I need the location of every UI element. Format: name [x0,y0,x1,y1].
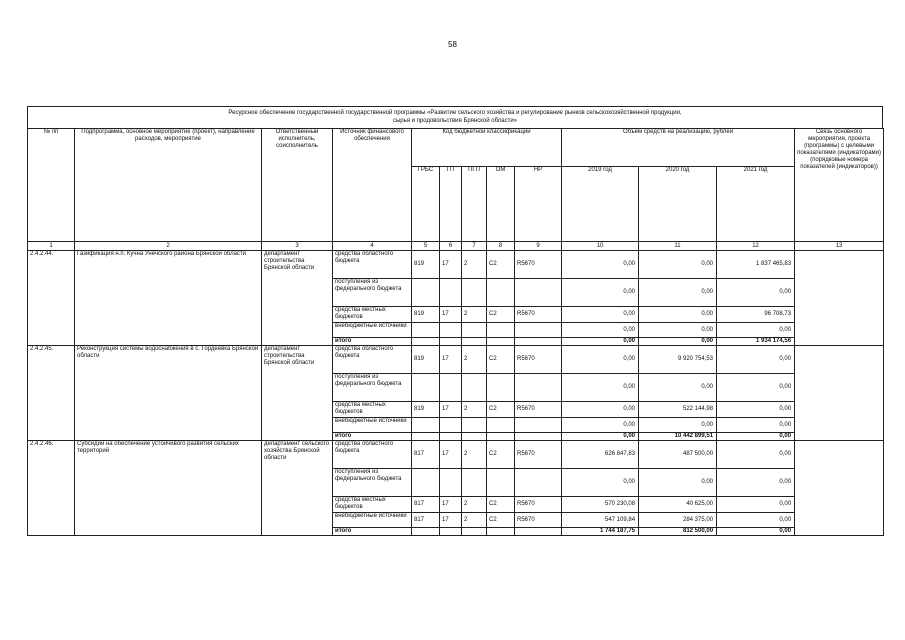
code-pgp [462,323,487,338]
code-grbs [412,469,440,497]
column-number: 12 [717,242,795,251]
code-nr [515,528,562,536]
code-pgp: 2 [462,497,487,513]
header-indicators: Связь основного мероприятия, проекта (программы) с целевыми показателями (индикаторами) (порядковые номера показателей (индикаторов)) [795,129,884,242]
caption-line-2: сырья и продовольствия Брянской области» [392,118,518,124]
item-name: Субсидии на обеспечение устойчивого развития сельских территорий [75,441,262,536]
header-activity: Подпрограмма, основное мероприятие (проект), направление расходов, мероприятие [75,129,262,242]
indicator-link [795,346,884,441]
value-2020: 10 442 899,51 [639,433,717,441]
code-om: С2 [487,402,515,418]
code-grbs: 819 [412,346,440,374]
code-nr [515,323,562,338]
page-number: 58 [448,40,457,49]
funding-source: средства областного бюджета [333,441,412,469]
value-2019: 0,00 [562,307,639,323]
value-2021: 0,00 [717,528,795,536]
header-2019: 2019 год [562,167,639,242]
value-2020: 9 920 754,53 [639,346,717,374]
code-om: С2 [487,513,515,528]
code-grbs: 817 [412,513,440,528]
header-2020: 2020 год [639,167,717,242]
code-gp [440,323,462,338]
code-gp: 17 [440,251,462,279]
code-om: С2 [487,497,515,513]
code-om: С2 [487,441,515,469]
code-nr [515,279,562,307]
code-pgp [462,279,487,307]
value-2020: 0,00 [639,323,717,338]
code-om: С2 [487,251,515,279]
code-om [487,418,515,433]
code-nr: R5670 [515,307,562,323]
code-om [487,279,515,307]
value-2021: 0,00 [717,374,795,402]
value-2019: 0,00 [562,251,639,279]
value-2021: 1 934 174,56 [717,338,795,346]
column-number: 6 [440,242,462,251]
table-row [28,441,884,469]
value-2020: 0,00 [639,418,717,433]
code-grbs [412,528,440,536]
indicator-link [795,251,884,346]
code-gp: 17 [440,402,462,418]
column-number: 1 [28,242,75,251]
header-nr: НР [515,167,562,242]
header-grbs: ГРБС [412,167,440,242]
value-2020: 40 625,00 [639,497,717,513]
value-2020: 0,00 [639,469,717,497]
code-grbs [412,279,440,307]
header-source: Источник финансового обеспечения [333,129,412,242]
header-2021: 2021 год [717,167,795,242]
code-nr: R5670 [515,402,562,418]
value-2020: 812 500,00 [639,528,717,536]
item-number: 2.4.2.45. [28,346,75,441]
value-2019: 0,00 [562,279,639,307]
value-2019: 0,00 [562,346,639,374]
code-gp: 17 [440,513,462,528]
value-2020: 0,00 [639,338,717,346]
code-grbs: 819 [412,251,440,279]
item-name: Реконструкция системы водоснабжения в с. Гордеевка Брянской области [75,346,262,441]
item-name: Газификация н.п. Кучна Унечского района Брянской области [75,251,262,346]
code-gp: 17 [440,497,462,513]
column-number: 3 [262,242,333,251]
code-nr [515,469,562,497]
column-number: 4 [333,242,412,251]
value-2021: 0,00 [717,402,795,418]
value-2021: 0,00 [717,323,795,338]
value-2020: 284 375,00 [639,513,717,528]
code-gp [440,338,462,346]
value-2020: 0,00 [639,307,717,323]
code-nr: R5670 [515,513,562,528]
code-gp [440,418,462,433]
table-row [28,251,884,279]
funding-source: средства местных бюджетов [333,307,412,323]
code-nr: R5670 [515,346,562,374]
code-grbs: 817 [412,497,440,513]
code-nr: R5670 [515,441,562,469]
item-executor: департамент строительства Брянской области [262,346,333,441]
value-2019: 570 230,08 [562,497,639,513]
code-gp [440,374,462,402]
code-om [487,323,515,338]
value-2021: 0,00 [717,433,795,441]
code-gp: 17 [440,307,462,323]
code-pgp [462,469,487,497]
value-2019: 1 744 187,75 [562,528,639,536]
code-grbs: 817 [412,441,440,469]
item-executor: департамент сельского хозяйства Брянской области [262,441,333,536]
column-number: 11 [639,242,717,251]
funding-source: средства местных бюджетов [333,497,412,513]
code-pgp: 2 [462,251,487,279]
column-number: 10 [562,242,639,251]
code-pgp: 2 [462,402,487,418]
funding-source: средства местных бюджетов [333,402,412,418]
column-number: 13 [795,242,884,251]
funding-source: внебюджетные источники [333,323,412,338]
column-number: 8 [487,242,515,251]
value-2019: 0,00 [562,433,639,441]
funding-source: средства областного бюджета [333,251,412,279]
table-caption [27,106,883,128]
code-pgp [462,528,487,536]
code-nr: R5670 [515,497,562,513]
resource-table [27,128,884,536]
value-2021: 0,00 [717,441,795,469]
column-number: 2 [75,242,262,251]
code-nr [515,433,562,441]
value-2021: 96 708,73 [717,307,795,323]
code-pgp: 2 [462,346,487,374]
value-2020: 522 144,98 [639,402,717,418]
funding-source: внебюджетные источники [333,418,412,433]
code-pgp [462,418,487,433]
value-2021: 0,00 [717,418,795,433]
code-om: С2 [487,307,515,323]
funding-source: поступления из федерального бюджета [333,279,412,307]
value-2019: 626 847,83 [562,441,639,469]
table-row [28,346,884,374]
value-2019: 0,00 [562,338,639,346]
value-2019: 0,00 [562,402,639,418]
code-grbs: 819 [412,402,440,418]
code-pgp [462,433,487,441]
code-gp [440,433,462,441]
value-2021: 1 837 465,83 [717,251,795,279]
code-nr [515,418,562,433]
value-2019: 0,00 [562,323,639,338]
header-budget-code: Код бюджетной классификации [412,129,562,167]
value-2019: 547 109,84 [562,513,639,528]
caption-line-1: Ресурсное обеспечение государственной государственной программы «Развитие сельского хозяйства и регулирование рынков сельскохозяйственной продукции, [228,110,682,116]
funding-source: поступления из федерального бюджета [333,374,412,402]
value-2021: 0,00 [717,513,795,528]
column-number: 9 [515,242,562,251]
value-2020: 0,00 [639,374,717,402]
value-2021: 0,00 [717,279,795,307]
code-nr [515,338,562,346]
header-number: № пп [28,129,75,242]
code-grbs [412,433,440,441]
code-gp [440,528,462,536]
value-2019: 0,00 [562,418,639,433]
code-om [487,528,515,536]
code-gp [440,279,462,307]
item-number: 2.4.2.46. [28,441,75,536]
code-om [487,374,515,402]
value-2019: 0,00 [562,469,639,497]
code-grbs [412,418,440,433]
value-2021: 0,00 [717,497,795,513]
code-pgp: 2 [462,513,487,528]
code-pgp [462,338,487,346]
funding-source: итого [333,528,412,536]
header-volume: Объём средств на реализацию, рублей [562,129,795,167]
column-number: 5 [412,242,440,251]
item-executor: департамент строительства Брянской области [262,251,333,346]
code-pgp: 2 [462,441,487,469]
value-2019: 0,00 [562,374,639,402]
value-2021: 0,00 [717,346,795,374]
code-om [487,433,515,441]
funding-source: итого [333,338,412,346]
code-nr [515,374,562,402]
value-2021: 0,00 [717,469,795,497]
header-om: ОМ [487,167,515,242]
value-2020: 0,00 [639,251,717,279]
indicator-link [795,441,884,536]
column-number: 7 [462,242,487,251]
code-om [487,469,515,497]
item-number: 2.4.2.44. [28,251,75,346]
value-2020: 487 500,00 [639,441,717,469]
code-gp: 17 [440,346,462,374]
code-pgp [462,374,487,402]
header-pgp: ПГП [462,167,487,242]
code-om: С2 [487,346,515,374]
code-grbs [412,323,440,338]
header-gp: ГП [440,167,462,242]
code-grbs [412,374,440,402]
code-gp: 17 [440,441,462,469]
header-executor: Ответственный исполнитель, соисполнитель [262,129,333,242]
funding-source: внебюджетные источники [333,513,412,528]
code-grbs [412,338,440,346]
funding-source: поступления из федерального бюджета [333,469,412,497]
funding-source: средства областного бюджета [333,346,412,374]
code-pgp: 2 [462,307,487,323]
code-om [487,338,515,346]
column-number-row [28,242,884,251]
code-nr: R5670 [515,251,562,279]
code-grbs: 819 [412,307,440,323]
code-gp [440,469,462,497]
funding-source: итого [333,433,412,441]
value-2020: 0,00 [639,279,717,307]
